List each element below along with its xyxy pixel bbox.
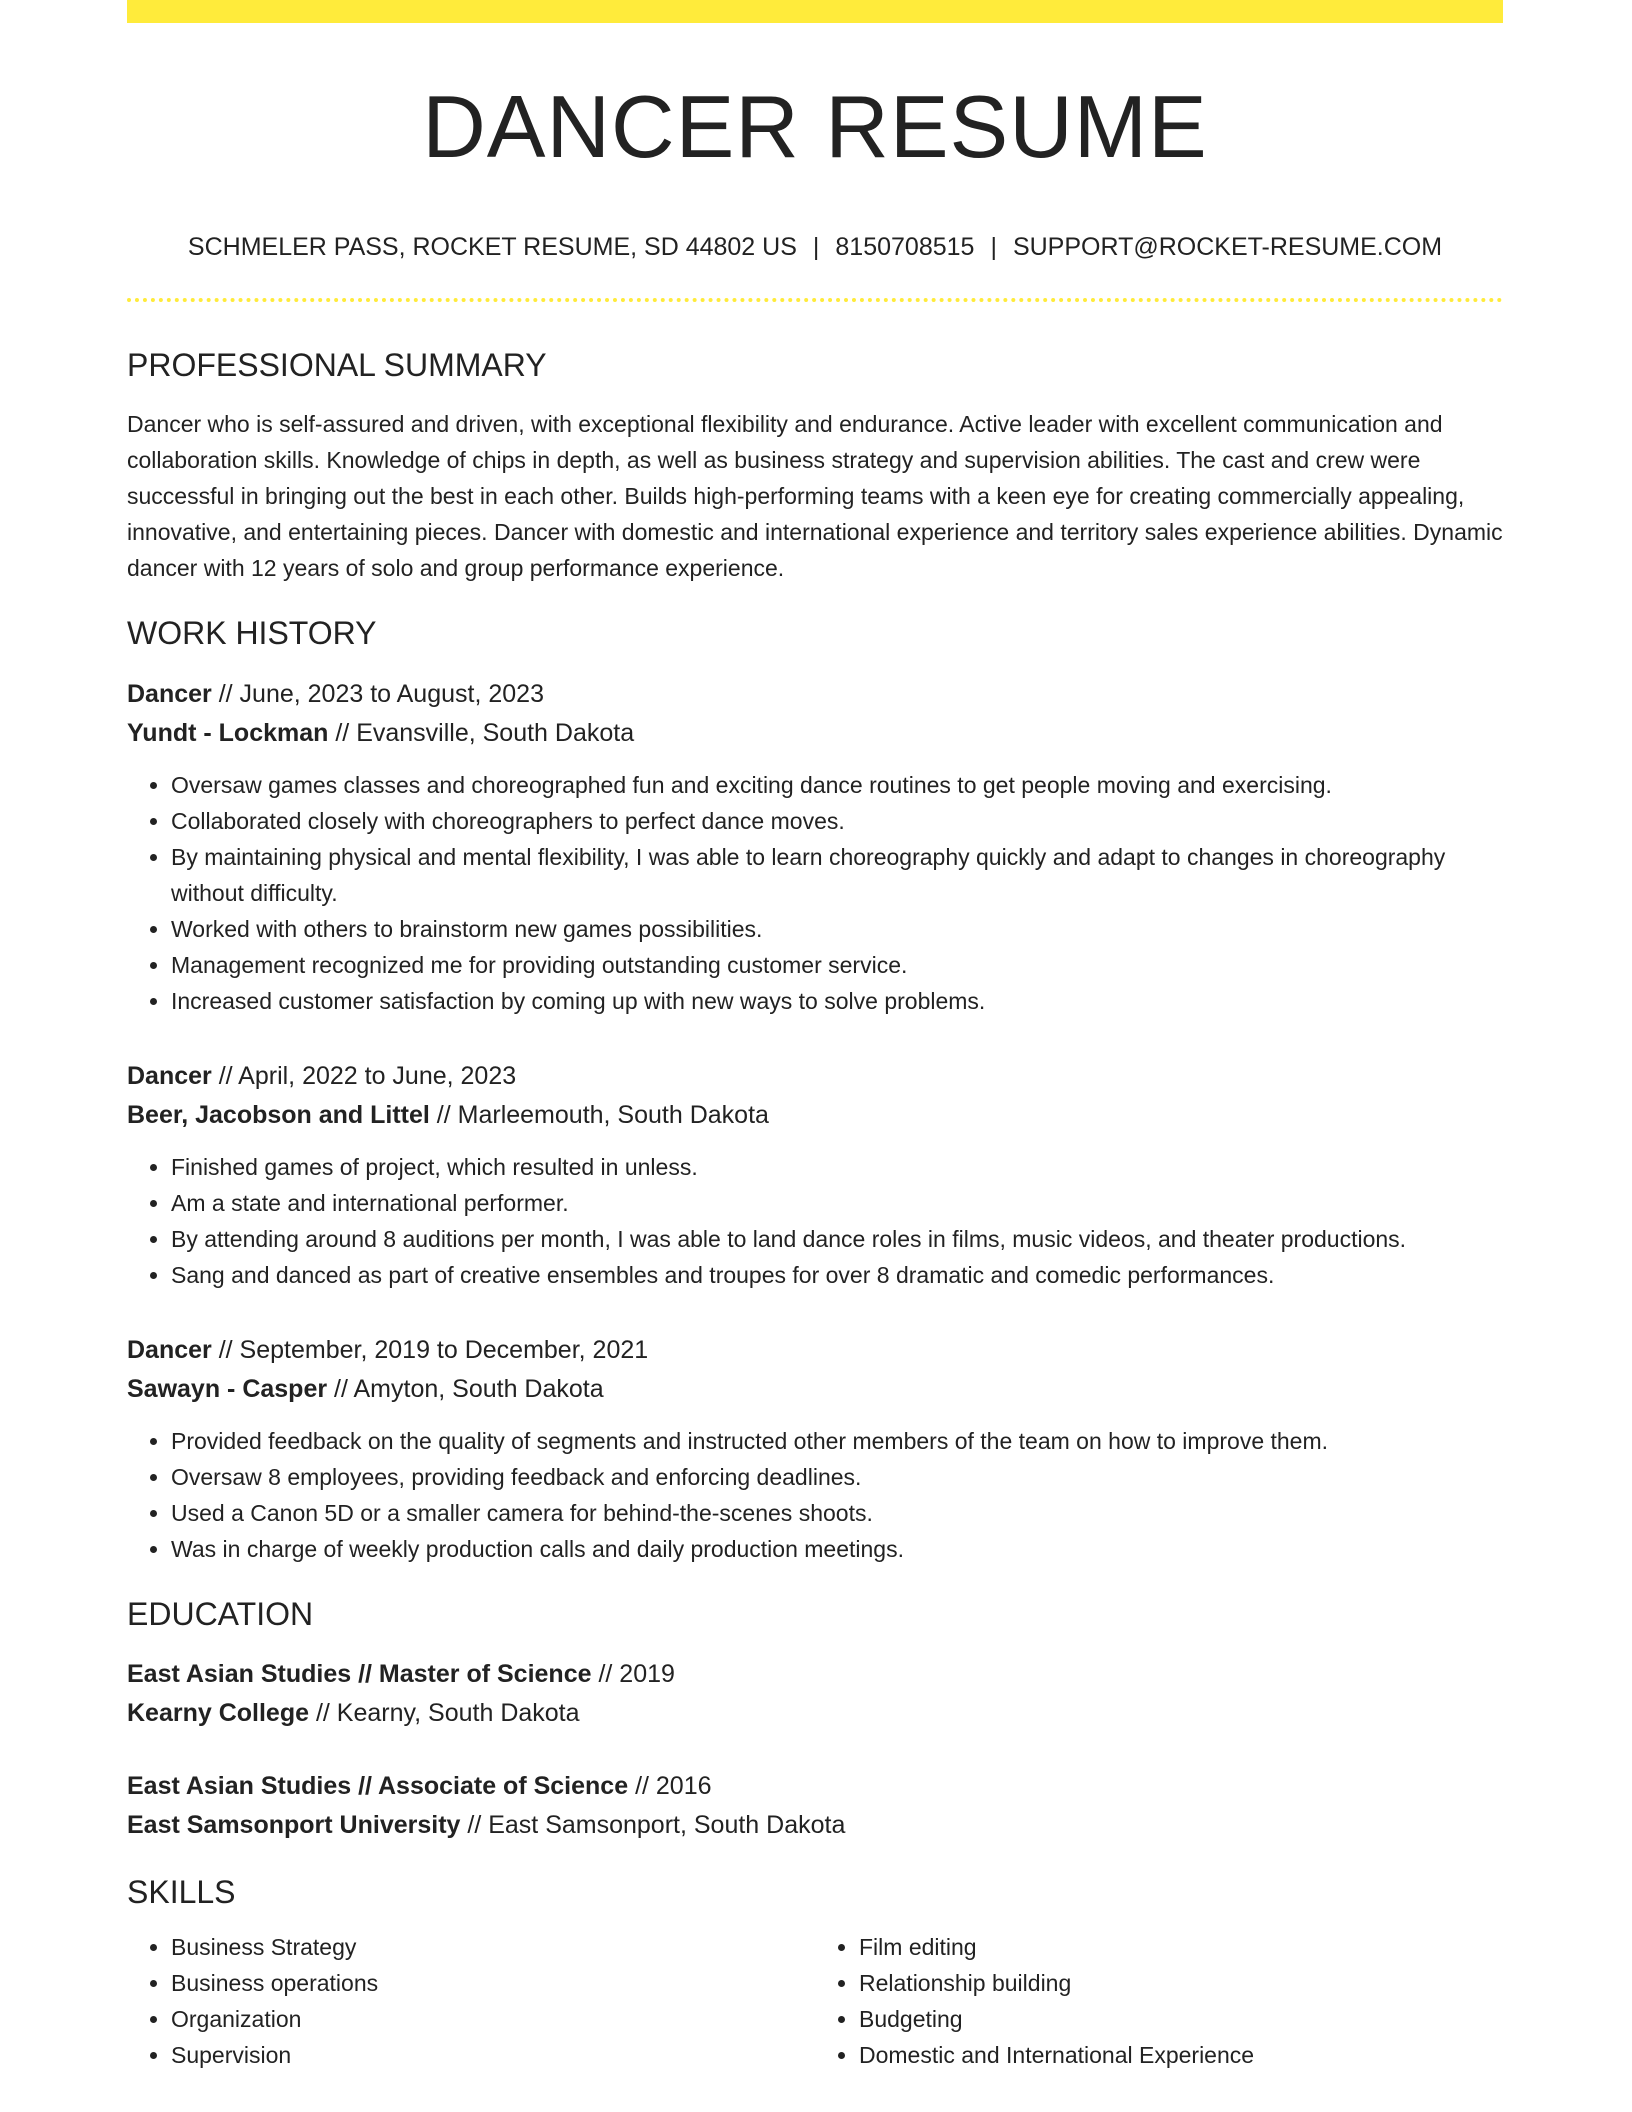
job-bullet: • Was in charge of weekly production calls and daily production meetings. — [171, 1531, 1503, 1567]
job-location: // Amyton, South Dakota — [327, 1374, 604, 1403]
job-bullet: • Worked with others to brainstorm new games possibilities. — [171, 911, 1503, 947]
job-title: Dancer — [127, 679, 212, 708]
skills-heading: SKILLS — [127, 1873, 236, 1910]
job-bullet: • By maintaining physical and mental flexibility, I was able to learn choreography quickly and adapt to changes in choreography without difficulty. — [171, 839, 1503, 911]
job-dates: // September, 2019 to December, 2021 — [211, 1335, 649, 1364]
job-company-line — [127, 1370, 1503, 1409]
job-dates: // April, 2022 to June, 2023 — [211, 1061, 517, 1090]
contact-email: SUPPORT@ROCKET-RESUME.COM — [1012, 232, 1443, 261]
contact-separator: | — [812, 232, 820, 261]
education-degree: East Asian Studies // Associate of Science — [127, 1771, 629, 1800]
skill-item: • Business operations — [171, 1965, 815, 2001]
job-location: // Marleemouth, South Dakota — [429, 1100, 769, 1129]
job-bullet: • Sang and danced as part of creative ensembles and troupes for over 8 dramatic and comedic performances. — [171, 1257, 1503, 1293]
job-bullet: • Management recognized me for providing outstanding customer service. — [171, 947, 1503, 983]
top-accent-bar — [127, 0, 1503, 23]
job-bullet: • Oversaw games classes and choreographed fun and exciting dance routines to get people moving and exercising. — [171, 767, 1503, 803]
job-bullet: • By attending around 8 auditions per month, I was able to land dance roles in films, music videos, and theater productions. — [171, 1221, 1503, 1257]
job-bullets — [127, 767, 1503, 1019]
skill-item: • Budgeting — [859, 2001, 1503, 2037]
job-title: Dancer — [127, 1061, 212, 1090]
skill-item: • Domestic and International Experience — [859, 2037, 1503, 2073]
education-location: // East Samsonport, South Dakota — [460, 1810, 846, 1839]
summary-text: Dancer who is self-assured and driven, with exceptional flexibility and endurance. Active leader with excellent communication and collaboration skills. Knowledge of chips in depth, as well as business strategy and supervision abilities. The cast and crew were successful in bringing out the best in each other. Builds high-performing teams with a keen eye for creating commercially appealing, innovative, and entertaining pieces. Dancer with domestic and international experience and territory sales experience abilities. Dynamic dancer with 12 years of solo and group performance experience. — [127, 411, 1503, 582]
job-entry — [127, 1331, 1503, 1567]
skill-item: • Relationship building — [859, 1965, 1503, 2001]
education-location: // Kearny, South Dakota — [309, 1698, 580, 1727]
summary-heading: PROFESSIONAL SUMMARY — [127, 346, 547, 383]
job-entry — [127, 675, 1503, 1019]
education-year: // 2019 — [591, 1659, 675, 1688]
job-entry — [127, 1057, 1503, 1293]
contact-separator: | — [990, 232, 997, 261]
job-company: Yundt - Lockman — [127, 718, 329, 747]
job-bullets — [127, 1423, 1503, 1567]
education-school-line — [127, 1694, 1503, 1733]
skills-column-right — [815, 1929, 1503, 2073]
job-bullet: • Collaborated closely with choreographers to perfect dance moves. — [171, 803, 1503, 839]
job-dates: // June, 2023 to August, 2023 — [211, 679, 544, 708]
skill-item: • Supervision — [171, 2037, 815, 2073]
job-bullet: • Am a state and international performer. — [171, 1185, 1503, 1221]
education-year: // 2016 — [628, 1771, 712, 1800]
job-title: Dancer — [127, 1335, 212, 1364]
education-degree: East Asian Studies // Master of Science — [127, 1659, 592, 1688]
job-title-line — [127, 1057, 1503, 1096]
education-school-line — [127, 1806, 1503, 1845]
skill-item: • Business Strategy — [171, 1929, 815, 1965]
job-bullet: • Oversaw 8 employees, providing feedback and enforcing deadlines. — [171, 1459, 1503, 1495]
job-bullet: • Provided feedback on the quality of segments and instructed other members of the team on how to improve them. — [171, 1423, 1503, 1459]
skill-item: • Organization — [171, 2001, 815, 2037]
job-location: // Evansville, South Dakota — [328, 718, 635, 747]
job-title-line — [127, 675, 1503, 714]
education-entry — [127, 1767, 1503, 1845]
job-company: Sawayn - Casper — [127, 1374, 328, 1403]
education-school: Kearny College — [127, 1698, 310, 1727]
contact-line — [127, 232, 1503, 262]
job-bullet: • Finished games of project, which resulted in unless. — [171, 1149, 1503, 1185]
resume-title: DANCER RESUME — [422, 77, 1208, 176]
education-entry — [127, 1655, 1503, 1733]
education-heading: EDUCATION — [127, 1595, 314, 1632]
job-bullet: • Increased customer satisfaction by coming up with new ways to solve problems. — [171, 983, 1503, 1019]
job-company-line — [127, 1096, 1503, 1135]
dotted-divider — [127, 298, 1503, 302]
skills-grid — [127, 1929, 1503, 2073]
education-school: East Samsonport University — [127, 1810, 461, 1839]
job-bullets — [127, 1149, 1503, 1293]
skill-item: • Film editing — [859, 1929, 1503, 1965]
resume-page — [127, 0, 1503, 2073]
work-history-heading: WORK HISTORY — [127, 615, 377, 652]
job-bullet: • Used a Canon 5D or a smaller camera for behind-the-scenes shoots. — [171, 1495, 1503, 1531]
job-company-line — [127, 714, 1503, 753]
contact-phone: 8150708515 — [835, 232, 975, 261]
contact-address: SCHMELER PASS, ROCKET RESUME, SD 44802 US — [187, 232, 797, 261]
skills-column-left — [127, 1929, 815, 2073]
education-degree-line — [127, 1767, 1503, 1806]
job-company: Beer, Jacobson and Littel — [127, 1100, 430, 1129]
education-degree-line — [127, 1655, 1503, 1694]
job-title-line — [127, 1331, 1503, 1370]
